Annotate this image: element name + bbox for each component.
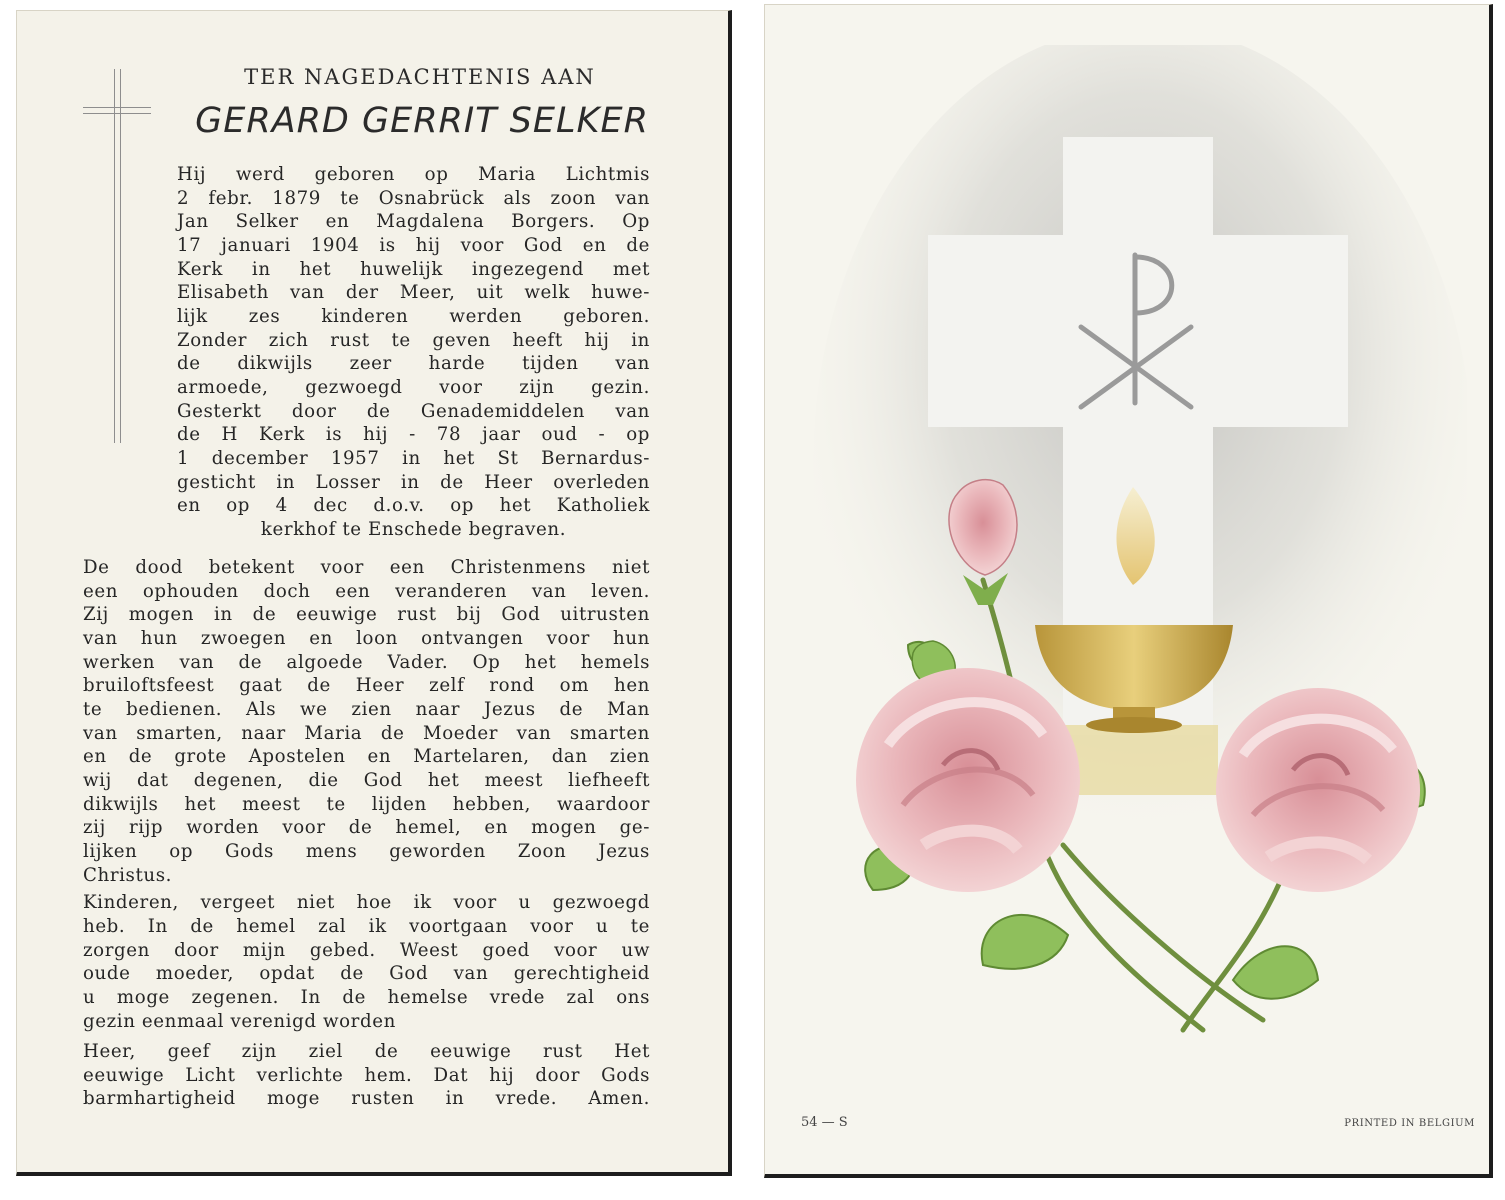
body-line: zij rijp worden voor de hemel, en mogen ge- bbox=[83, 817, 650, 838]
bio-line: Jan Selker en Magdalena Borgers. Op bbox=[177, 211, 650, 232]
body-line: lijken op Gods mens geworden Zoon Jezus bbox=[83, 841, 650, 862]
printer-mark: PRINTED IN BELGIUM bbox=[1344, 1118, 1475, 1129]
memorial-card-picture-side bbox=[764, 4, 1493, 1178]
body-line: bruiloftsfeest gaat de Heer zelf rond om hen bbox=[83, 675, 650, 696]
bio-line: en op 4 dec d.o.v. op het Katholiek bbox=[177, 495, 650, 516]
body-line: een ophouden doch een veranderen van leven. bbox=[83, 581, 650, 602]
bio-line: de H Kerk is hij - 78 jaar oud - op bbox=[177, 424, 650, 445]
body-line: Zij mogen in de eeuwige rust bij God uitrusten bbox=[83, 604, 650, 625]
bio-line: Gesterkt door de Genademiddelen van bbox=[177, 401, 650, 422]
memorial-heading: TER NAGEDACHTENIS AAN bbox=[244, 65, 596, 89]
memorial-card-text-side bbox=[16, 10, 732, 1176]
bio-line: Hij werd geboren op Maria Lichtmis bbox=[177, 164, 650, 185]
body-line: eeuwige Licht verlichte hem. Dat hij door Gods bbox=[83, 1065, 650, 1086]
bio-line: de dikwijls zeer harde tijden van bbox=[177, 353, 650, 374]
body-line: u moge zegenen. In de hemelse vrede zal ons bbox=[83, 987, 650, 1008]
body-line: werken van de algoede Vader. Op het hemels bbox=[83, 652, 650, 673]
body-line: heb. In de hemel zal ik voortgaan voor u te bbox=[83, 916, 650, 937]
bio-line: lijk zes kinderen werden geboren. bbox=[177, 306, 650, 327]
bio-line: Kerk in het huwelijk ingezegend met bbox=[177, 259, 650, 280]
body-line: en de grote Apostelen en Martelaren, dan zien bbox=[83, 746, 650, 767]
body-line: gezin eenmaal verenigd worden bbox=[83, 1011, 396, 1032]
body-line: De dood betekent voor een Christenmens niet bbox=[83, 557, 650, 578]
body-line: te bedienen. Als we zien naar Jezus de Man bbox=[83, 699, 650, 720]
bio-line: armoede, gezwoegd voor zijn gezin. bbox=[177, 377, 650, 398]
bio-line: 2 febr. 1879 te Osnabrück als zoon van bbox=[177, 188, 650, 209]
bio-line: Elisabeth van der Meer, uit welk huwe- bbox=[177, 282, 650, 303]
body-line: Heer, geef zijn ziel de eeuwige rust Het bbox=[83, 1041, 650, 1062]
bio-line: 17 januari 1904 is hij voor God en de bbox=[177, 235, 650, 256]
cross-chi-rho-lamp-roses-icon bbox=[813, 45, 1467, 1075]
bio-line: gesticht in Losser in de Heer overleden bbox=[177, 472, 650, 493]
body-line: Christus. bbox=[83, 865, 173, 886]
bio-line: kerkhof te Enschede begraven. bbox=[260, 519, 567, 540]
body-line: van smarten, naar Maria de Moeder van smarten bbox=[83, 723, 650, 744]
bio-line: 1 december 1957 in het St Bernardus- bbox=[177, 448, 650, 469]
deceased-name: GERARD GERRIT SELKER bbox=[195, 101, 649, 141]
body-line: dikwijls het meest te lijden hebben, waardoor bbox=[83, 794, 650, 815]
card-number: 54 — S bbox=[801, 1115, 848, 1130]
body-line: wij dat degenen, die God het meest liefheeft bbox=[83, 770, 650, 791]
body-line: zorgen door mijn gebed. Weest goed voor uw bbox=[83, 940, 650, 961]
body-line: Kinderen, vergeet niet hoe ik voor u gezwoegd bbox=[83, 892, 650, 913]
body-line: oude moeder, opdat de God van gerechtigheid bbox=[83, 963, 650, 984]
body-line: barmhartigheid moge rusten in vrede. Amen. bbox=[83, 1088, 650, 1109]
bio-line: Zonder zich rust te geven heeft hij in bbox=[177, 330, 650, 351]
body-line: van hun zwoegen en loon ontvangen voor hun bbox=[83, 628, 650, 649]
